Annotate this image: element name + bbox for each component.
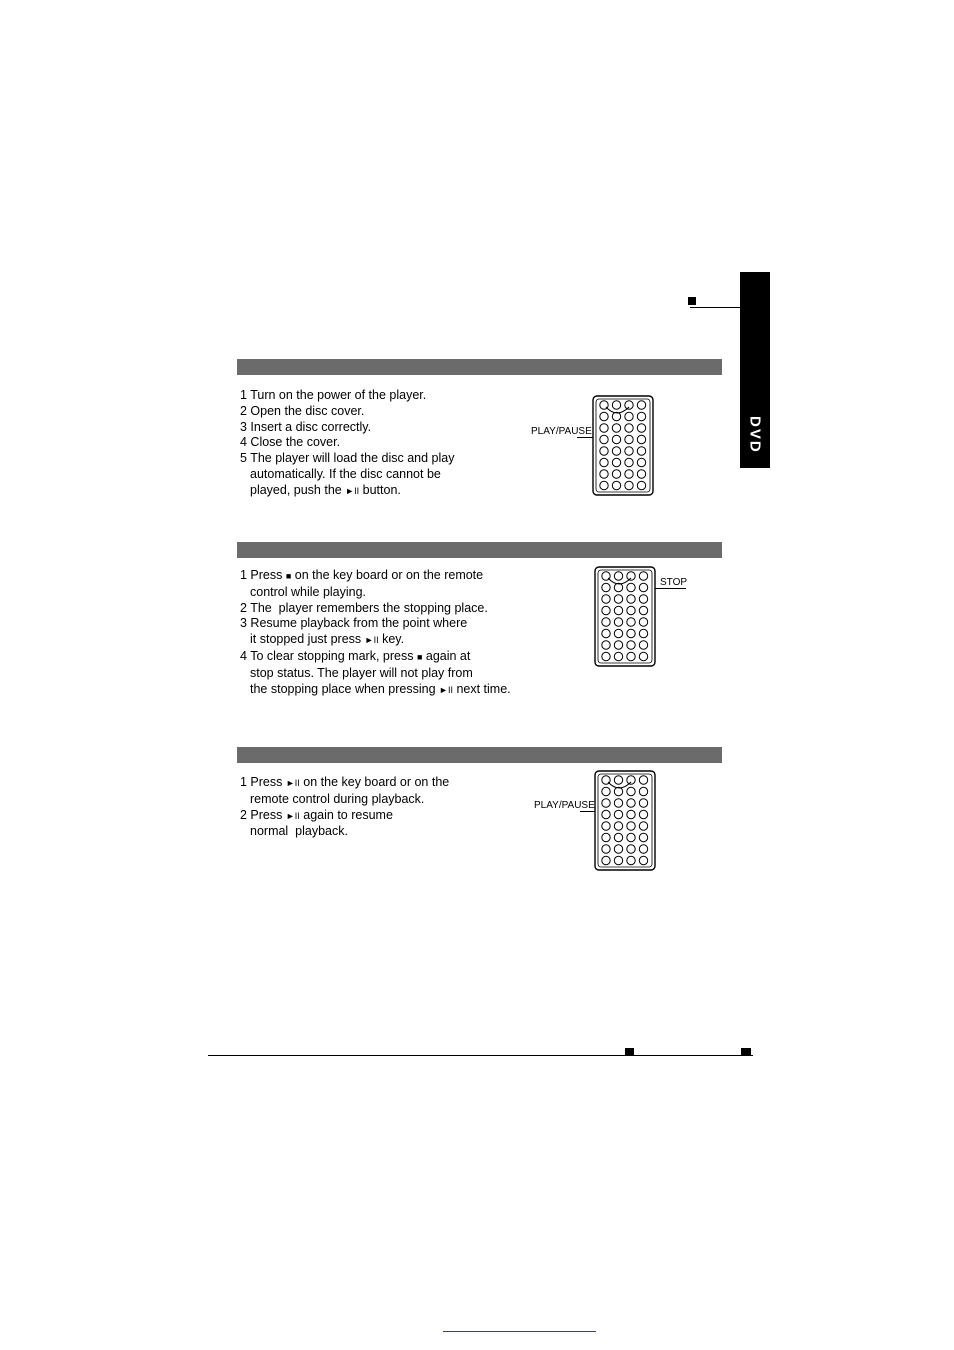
section-3-header-bar xyxy=(237,747,722,763)
stop-icon: ■ xyxy=(416,651,423,662)
remote-control-illustration xyxy=(593,566,657,668)
section-2-header-bar xyxy=(237,542,722,558)
step-text: 5 The player will load the disc and play xyxy=(240,451,455,466)
step-text: played, push the xyxy=(250,482,342,497)
remote-label-play-pause: PLAY/PAUSE xyxy=(531,426,592,437)
section-2-steps xyxy=(240,568,511,698)
section-1-header-bar xyxy=(237,359,722,375)
step-text: stop status. The player will not play from xyxy=(250,665,473,680)
footer-link-underline xyxy=(443,1331,596,1332)
step-text: the stopping place when pressing xyxy=(250,681,436,696)
step-text: button. xyxy=(362,482,401,497)
play-pause-icon: ►II xyxy=(439,684,453,695)
section-3-steps xyxy=(240,775,449,840)
side-tab xyxy=(740,272,770,468)
step-text: 2 The player remembers the stopping place. xyxy=(240,600,488,615)
step-text: again at xyxy=(425,648,471,663)
step-text: 1 Turn on the power of the player. xyxy=(240,388,427,402)
step-text: 2 Press xyxy=(240,807,283,822)
step-line xyxy=(240,483,401,497)
stop-icon: ■ xyxy=(285,571,292,581)
step-text: 1 Press xyxy=(240,568,283,582)
remote-control-illustration xyxy=(591,395,655,497)
footer-rule xyxy=(208,1055,753,1056)
play-pause-icon: ►II xyxy=(364,635,379,646)
header-rule xyxy=(690,307,742,308)
side-tab-label: DVD xyxy=(746,416,764,454)
step-text: on the key board or on the remote xyxy=(294,568,484,582)
step-text: control while playing. xyxy=(250,584,367,599)
footer-square-marker xyxy=(741,1048,751,1055)
step-text: again to resume xyxy=(303,807,393,822)
step-text: 4 To clear stopping mark, press xyxy=(240,648,414,663)
play-pause-icon: ►II xyxy=(285,778,300,788)
remote-label-play-pause: PLAY/PAUSE xyxy=(534,800,595,811)
footer-square-marker xyxy=(625,1048,634,1055)
remote-label-stop: STOP xyxy=(660,577,688,588)
step-text: 3 Insert a disc correctly. xyxy=(240,419,372,434)
step-text: 1 Press xyxy=(240,775,283,789)
step-text: it stopped just press xyxy=(250,632,362,647)
step-line xyxy=(240,632,404,646)
step-text: 2 Open the disc cover. xyxy=(240,403,365,418)
section-1-steps xyxy=(240,388,454,500)
remote-control-illustration xyxy=(593,770,657,872)
step-text: next time. xyxy=(456,681,511,696)
step-text: 3 Resume playback from the point where xyxy=(240,616,468,631)
play-pause-icon: ►II xyxy=(285,810,300,821)
step-text: remote control during playback. xyxy=(250,791,425,806)
step-text: key. xyxy=(382,632,405,647)
step-text: 4 Close the cover. xyxy=(240,435,341,450)
step-line xyxy=(240,682,511,696)
play-pause-icon: ►II xyxy=(345,485,360,496)
step-text: automatically. If the disc cannot be xyxy=(250,466,441,481)
step-text: on the key board or on the xyxy=(303,775,450,789)
step-text: normal playback. xyxy=(250,824,348,839)
header-square-marker xyxy=(688,297,696,305)
